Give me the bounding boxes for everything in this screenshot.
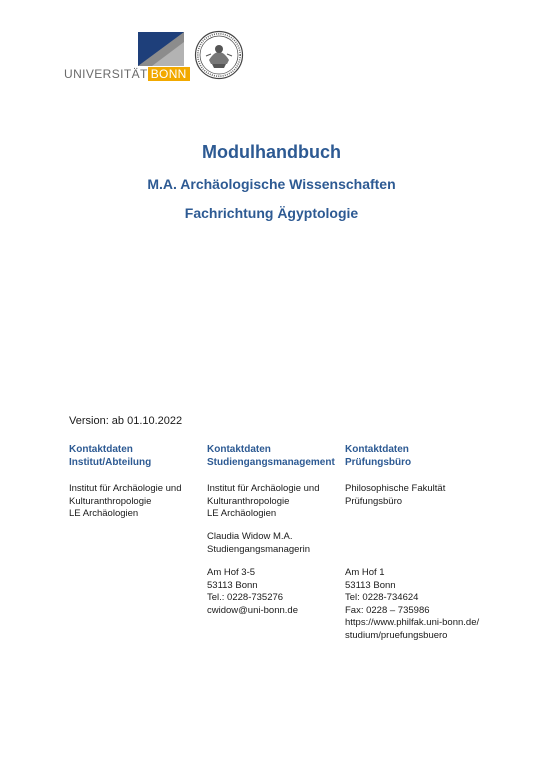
heading-line: Institut/Abteilung <box>69 457 152 468</box>
address-line: LE Archäologien <box>69 508 139 519</box>
university-logo <box>64 30 244 82</box>
heading-line: Studiengangsmanagement <box>207 457 335 468</box>
version-line: Version: ab 01.10.2022 <box>69 415 183 427</box>
address-block <box>69 483 182 521</box>
person-block <box>207 531 310 556</box>
address-block <box>345 483 445 508</box>
column-heading <box>207 443 335 469</box>
logo-university-text: UNIVERSITÄT <box>64 67 148 81</box>
contact-line: Am Hof 3-5 <box>207 567 256 578</box>
university-seal-icon <box>194 30 244 80</box>
address-line: Institut für Archäologie und <box>69 483 182 494</box>
address-line: Institut für Archäologie und <box>207 483 320 494</box>
website-link-continued[interactable]: studium/pruefungsbuero <box>345 629 448 641</box>
heading-line: Prüfungsbüro <box>345 457 412 468</box>
contact-line: Am Hof 1 <box>345 567 385 578</box>
contact-line: Tel.: 0228-735276 <box>207 592 284 603</box>
document-title: Modulhandbuch <box>202 142 341 162</box>
logo-bonn-text: BONN <box>148 67 190 81</box>
address-line: Prüfungsbüro <box>345 495 403 507</box>
address-line: Philosophische Fakultät <box>345 483 446 494</box>
website-link[interactable]: https://www.philfak.uni-bonn.de/ <box>345 617 480 628</box>
heading-line: Kontaktdaten <box>345 444 409 455</box>
heading-line: Kontaktdaten <box>69 444 133 455</box>
email-link[interactable]: cwidow@uni-bonn.de <box>207 604 298 616</box>
column-heading <box>69 443 151 469</box>
logo-wordmark <box>64 67 190 81</box>
person-line: Claudia Widow M.A. <box>207 531 293 542</box>
address-block <box>207 483 320 521</box>
contact-block <box>345 567 479 642</box>
contact-line: 53113 Bonn <box>345 579 396 591</box>
address-line: Kulturanthropologie <box>69 495 152 507</box>
address-line: Kulturanthropologie <box>207 495 290 507</box>
person-line: Studiengangsmanagerin <box>207 543 310 555</box>
address-line: LE Archäologien <box>207 508 277 519</box>
column-heading <box>345 443 411 469</box>
contact-line: Tel: 0228-734624 <box>345 592 419 603</box>
contact-block <box>207 567 298 617</box>
contact-line: Fax: 0228 – 735986 <box>345 604 430 616</box>
specialization-title: Fachrichtung Ägyptologie <box>184 205 359 221</box>
program-title: M.A. Archäologische Wissenschaften <box>147 176 396 192</box>
heading-line: Kontaktdaten <box>207 444 271 455</box>
logo-square-icon <box>138 32 184 66</box>
contact-line: 53113 Bonn <box>207 579 258 591</box>
